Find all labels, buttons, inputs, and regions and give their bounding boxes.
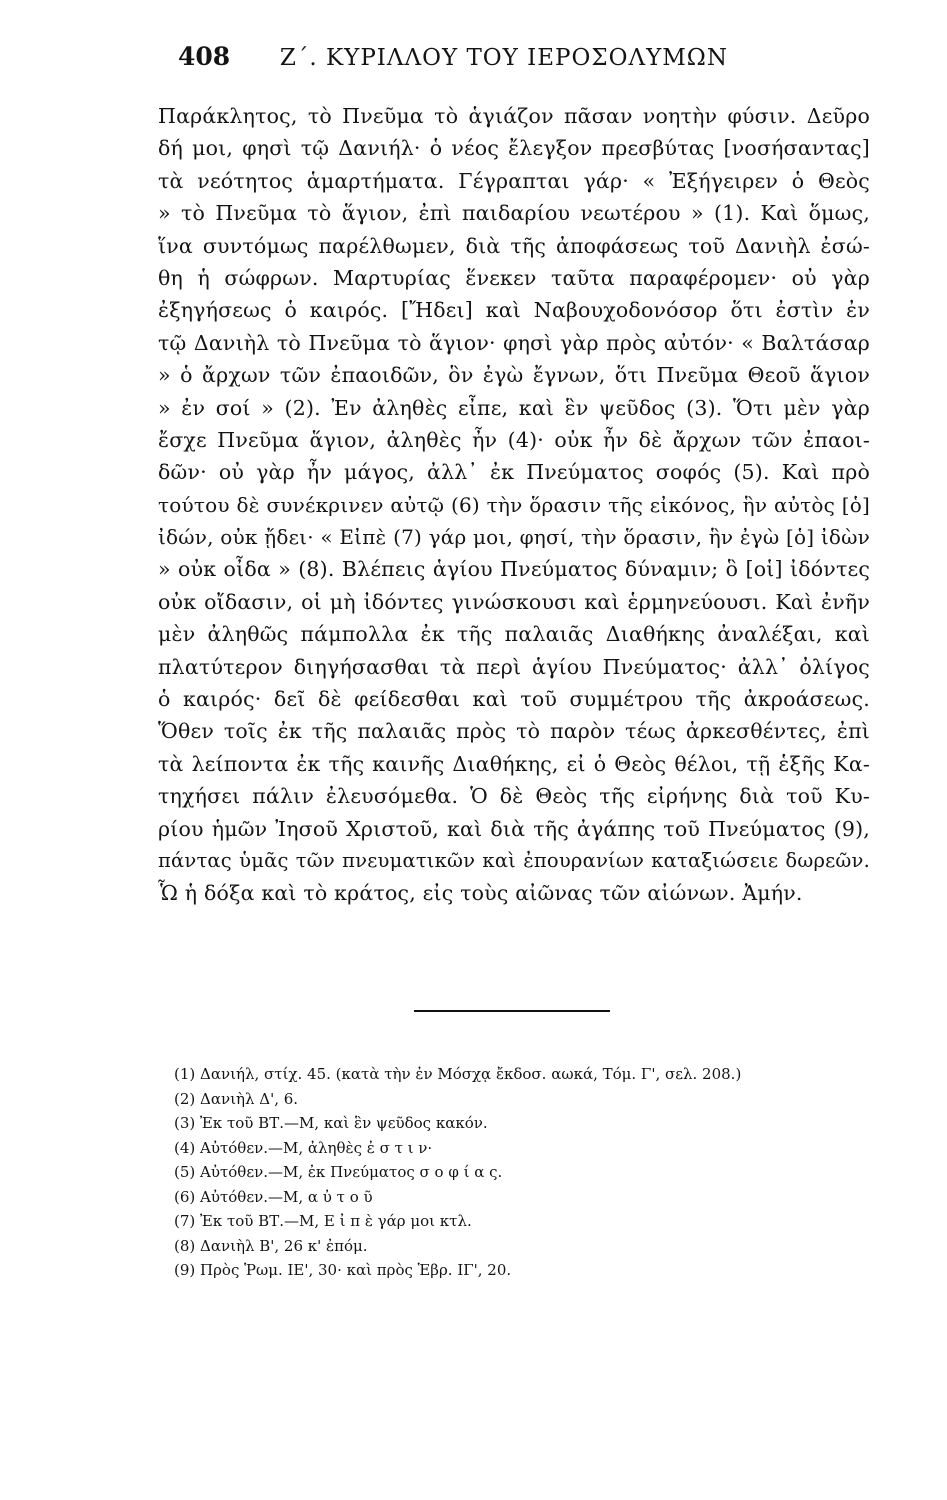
text-line: δή μοι, φησὶ τῷ Δανιήλ· ὁ νέος ἔλεγξον πρεσβύτας [νοσήσαντας] [158,136,870,161]
footnote: (7) Ἐκ τοῦ ΒΤ.—Μ, Ε ἰ π ὲ γάρ μοι κτλ. [174,1212,472,1230]
page-header [178,42,728,82]
text-line: ἰδών, οὐκ ᾔδει· « Εἰπὲ (7) γάρ μοι, φησί, τὴν ὅρασιν, ἣν ἐγὼ [ὁ] ἰδὼν [158,525,870,550]
text-line: » οὐκ οἶδα » (8). Βλέπεις ἁγίου Πνεύματος δύναμιν; ὃ [οἱ] ἰδόντες [158,557,870,582]
text-line: τηχήσει πάλιν ἐλευσόμεθα. Ὁ δὲ Θεὸς τῆς εἰρήνης διὰ τοῦ Κυ- [158,784,870,809]
text-line: ἔσχε Πνεῦμα ἅγιον, ἀληθὲς ἦν (4)· οὐκ ἦν δὲ ἄρχων τῶν ἐπαοι- [158,427,870,452]
text-line: τούτου δὲ συνέκρινεν αὐτῷ (6) τὴν ὅρασιν τῆς εἰκόνος, ἣν αὐτὸς [ὁ] [158,492,870,517]
text-line: ρίου ἡμῶν Ἰησοῦ Χριστοῦ, καὶ διὰ τῆς ἀγάπης τοῦ Πνεύματος (9), [158,816,870,841]
footnote: (2) Δανιὴλ Δ', 6. [174,1089,299,1108]
text-line: τὰ νεότητος ἁμαρτήματα. Γέγραπται γάρ· « Ἐξήγειρεν ὁ Θεὸς [158,168,870,193]
footnote: (3) Ἐκ τοῦ ΒΤ.—Μ, καὶ ἓν ψεῦδος κακόν. [174,1114,488,1132]
text-line: ἐξηγήσεως ὁ καιρός. [Ἤδει] καὶ Ναβουχοδονόσορ ὅτι ἐστὶν ἐν [158,298,870,323]
footnote: (6) Αὐτόθεν.—Μ, α ὐ τ ο ῦ [174,1187,373,1206]
text-line: τὰ λείποντα ἐκ τῆς καινῆς Διαθήκης, εἰ ὁ Θεὸς θέλοι, τῇ ἑξῆς Κα- [158,751,870,776]
text-line: θη ἡ σώφρων. Μαρτυρίας ἕνεκεν ταῦτα παραφέρομεν· οὐ γὰρ [158,265,870,290]
footnote: (4) Αὐτόθεν.—Μ, ἀληθὲς ἐ σ τ ι ν· [174,1138,433,1157]
text-line: δῶν· οὐ γὰρ ἦν μάγος, ἀλλ᾽ ἐκ Πνεύματος σοφός (5). Καὶ πρὸ [158,460,870,485]
text-line: Ὧ ἡ δόξα καὶ τὸ κράτος, εἰς τοὺς αἰῶνας τῶν αἰώνων. Ἀμήν. [158,881,803,906]
footnote-separator [414,1010,610,1012]
text-line: » τὸ Πνεῦμα τὸ ἅγιον, ἐπὶ παιδαρίου νεωτέρου » (1). Καὶ ὅμως, [158,201,870,226]
text-line: πλατύτερον διηγήσασθαι τὰ περὶ ἁγίου Πνεύματος· ἀλλ᾽ ὀλίγος [158,654,870,679]
text-line: πάντας ὑμᾶς τῶν πνευματικῶν καὶ ἐπουρανίων καταξιώσειε δωρεῶν. [158,848,870,872]
text-line: μὲν ἀληθῶς πάμπολλα ἐκ τῆς παλαιᾶς Διαθήκης ἀναλέξαι, καὶ [158,622,870,647]
text-line: ὁ καιρός· δεῖ δὲ φείδεσθαι καὶ τοῦ συμμέτρου τῆς ἀκροάσεως. [158,687,870,712]
text-line: οὐκ οἴδασιν, οἱ μὴ ἰδόντες γινώσκουσι καὶ ἑρμηνεύουσι. Καὶ ἐνῆν [158,589,870,614]
footnote: (8) Δανιὴλ Β', 26 κ' ἐπόμ. [174,1236,368,1255]
page-number: 408 [178,42,231,71]
text-line: ἵνα συντόμως παρέλθωμεν, διὰ τῆς ἀποφάσεως τοῦ Δανιὴλ ἐσώ- [158,233,870,258]
footnote: (9) Πρὸς Ῥωμ. ΙΕ', 30· καὶ πρὸς Ἑβρ. ΙΓ', 20. [174,1261,512,1279]
body-text [158,100,870,1000]
footnotes [174,1062,854,1322]
running-title: Ζ΄. ΚΥΡΙΛΛΟΥ ΤΟΥ ΙΕΡΟΣΟΛΥΜΩΝ [279,45,728,71]
text-line: Ὅθεν τοῖς ἐκ τῆς παλαιᾶς πρὸς τὸ παρὸν τέως ἀρκεσθέντες, ἐπὶ [158,719,870,744]
footnote: (1) Δανιήλ, στίχ. 45. (κατὰ τὴν ἐν Μόσχᾳ ἔκδοσ. αωκά, Τόμ. Γ', σελ. 208.) [174,1065,742,1083]
footnote: (5) Αὐτόθεν.—Μ, ἐκ Πνεύματος σ ο φ ί α ς. [174,1163,503,1181]
text-line: Παράκλητος, τὸ Πνεῦμα τὸ ἁγιάζον πᾶσαν νοητὴν φύσιν. Δεῦρο [158,104,870,128]
text-line: » ἐν σοί » (2). Ἐν ἀληθὲς εἶπε, καὶ ἓν ψεῦδος (3). Ὅτι μὲν γὰρ [158,395,870,420]
text-line: τῷ Δανιὴλ τὸ Πνεῦμα τὸ ἅγιον· φησὶ γὰρ πρὸς αὐτόν· « Βαλτάσαρ [158,330,870,355]
text-line: » ὁ ἄρχων τῶν ἐπαοιδῶν, ὃν ἐγὼ ἔγνων, ὅτι Πνεῦμα Θεοῦ ἅγιον [158,363,870,388]
